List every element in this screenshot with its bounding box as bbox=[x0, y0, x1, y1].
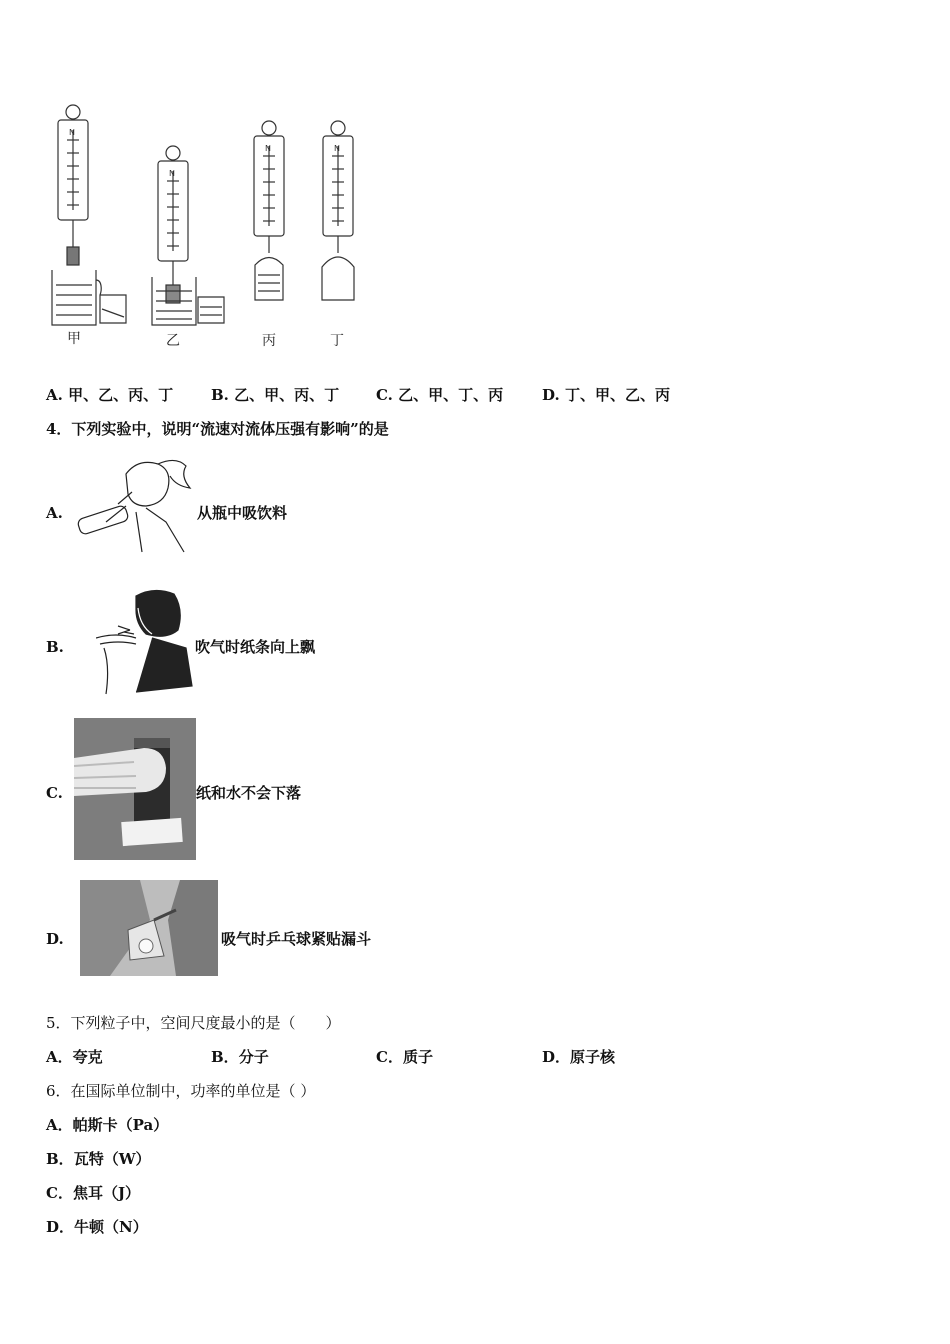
label-jia: 甲 bbox=[67, 331, 81, 347]
label-ding: 丁 bbox=[330, 333, 344, 349]
q3-option-d: D. 丁、甲、乙、丙 bbox=[542, 386, 670, 404]
unit-label-jia: N bbox=[69, 128, 75, 137]
q5-option-d: D．原子核 bbox=[542, 1048, 616, 1066]
q3-option-b: B. 乙、甲、丙、丁 bbox=[211, 386, 340, 404]
q4-option-b-letter: B. bbox=[46, 638, 64, 656]
scale-yi bbox=[152, 146, 224, 325]
spring-scales-illustration bbox=[40, 95, 360, 357]
q6-option-d: D．牛顿（N） bbox=[46, 1218, 148, 1236]
q6-option-c: C．焦耳（J） bbox=[46, 1184, 141, 1202]
q3-option-a: A. 甲、乙、丙、丁 bbox=[46, 386, 174, 404]
girl-drinking-illustration bbox=[76, 452, 194, 554]
inverted-cup-photo bbox=[74, 718, 196, 860]
scale-jia bbox=[52, 105, 126, 325]
unit-label-ding: N bbox=[334, 144, 340, 153]
label-bing: 丙 bbox=[262, 333, 276, 349]
q6-option-b: B．瓦特（W） bbox=[46, 1150, 151, 1168]
q4-option-d-image bbox=[80, 880, 218, 976]
q5-option-b: B．分子 bbox=[211, 1048, 269, 1066]
label-yi: 乙 bbox=[166, 333, 180, 349]
q6-stem: 6．在国际单位制中，功率的单位是（ ） bbox=[46, 1082, 316, 1100]
q4-option-d-letter: D. bbox=[46, 930, 64, 948]
q4-option-c-image bbox=[74, 718, 196, 860]
q4-stem: 4．下列实验中，说明“流速对流体压强有影响”的是 bbox=[46, 420, 389, 438]
q4-option-b-image bbox=[96, 586, 196, 698]
q5-option-a: A．夸克 bbox=[46, 1048, 103, 1066]
q4-option-c-text: 纸和水不会下落 bbox=[196, 784, 302, 802]
q4-option-a-text: 从瓶中吸饮料 bbox=[197, 504, 288, 522]
q3-figure bbox=[40, 95, 360, 357]
q6-option-a: A．帕斯卡（Pa） bbox=[46, 1116, 169, 1134]
boy-blowing-illustration bbox=[96, 586, 196, 698]
q4-option-d-text: 吸气时乒乓球紧贴漏斗 bbox=[221, 930, 372, 948]
q4-option-a-image bbox=[76, 452, 194, 554]
funnel-pingpong-photo bbox=[80, 880, 218, 976]
q3-option-c: C. 乙、甲、丁、丙 bbox=[376, 386, 504, 404]
q4-option-a-letter: A. bbox=[46, 504, 63, 522]
q4-option-b-text: 吹气时纸条向上飘 bbox=[195, 638, 316, 656]
q5-stem: 5．下列粒子中，空间尺度最小的是（ ） bbox=[46, 1014, 341, 1032]
q5-option-c: C．质子 bbox=[376, 1048, 433, 1066]
unit-label-bing: N bbox=[265, 144, 271, 153]
unit-label-yi: N bbox=[169, 169, 175, 178]
q4-option-c-letter: C. bbox=[46, 784, 63, 802]
